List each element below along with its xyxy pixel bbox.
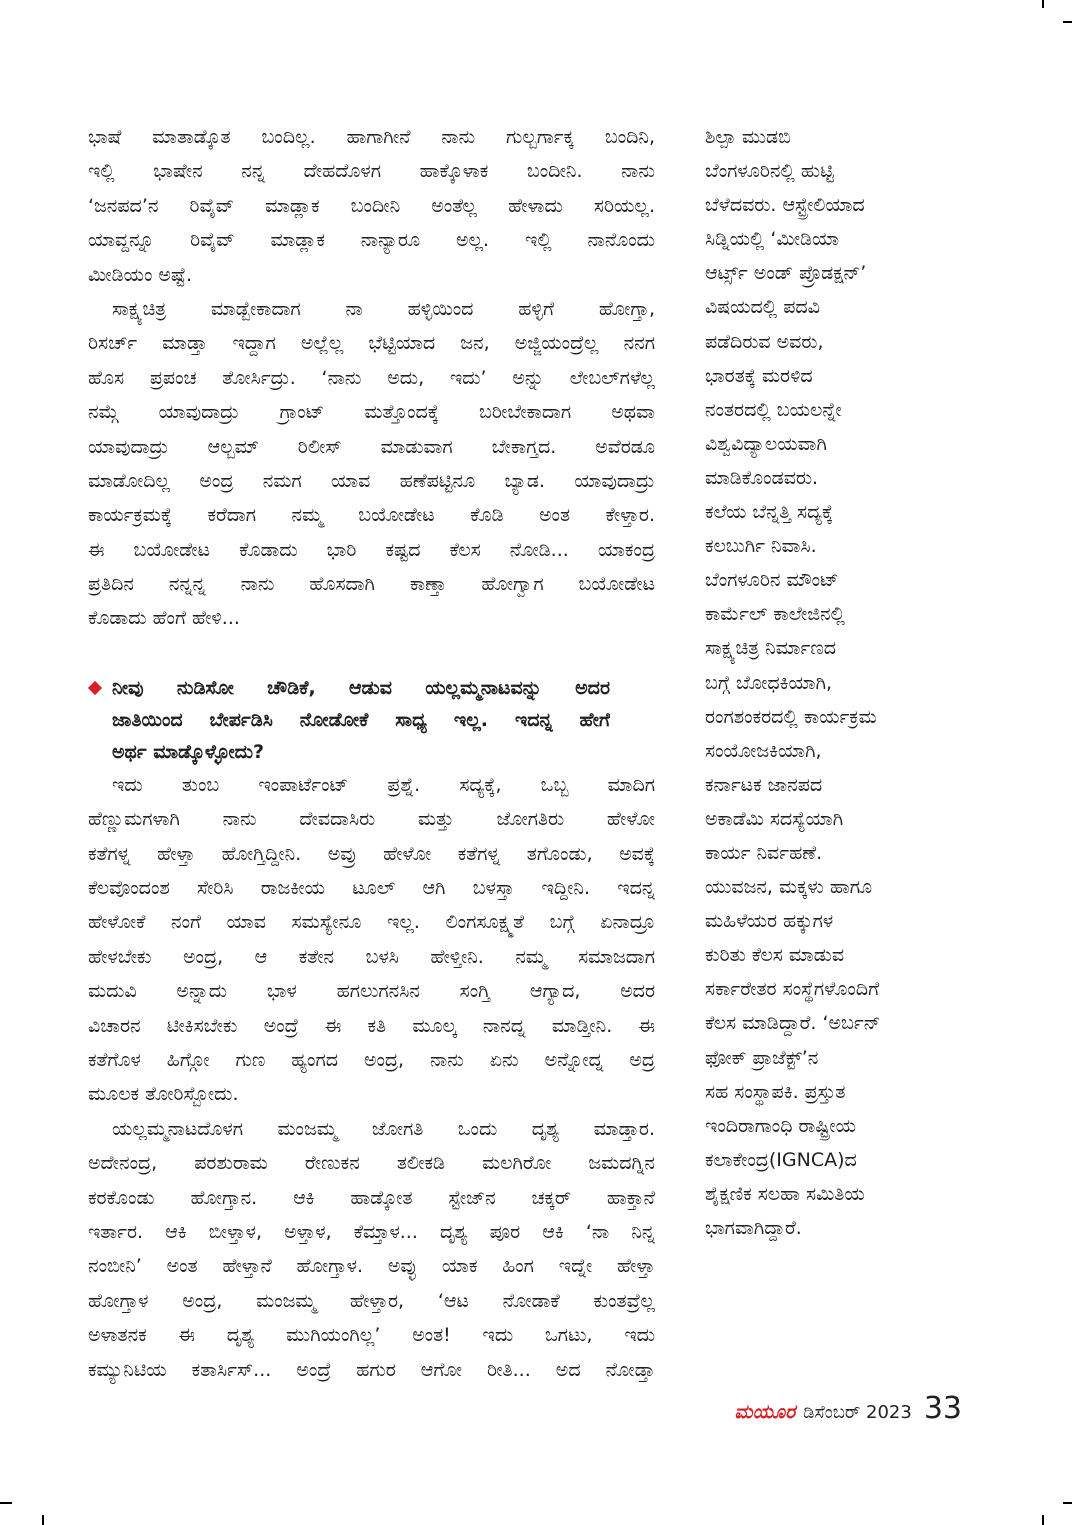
article-line: ಈ ಬಯೋಡೇಟ ಕೊಡಾದು ಭಾರಿ ಕಷ್ಟದ ಕೆಲಸ ನೋಡಿ... ಯಾಕಂದ್ರ xyxy=(88,538,655,561)
article-line: ಇಲ್ಲಿ ಭಾಷೇನ ನನ್ನ ದೇಹದೊಳಗ ಹಾಕ್ಕೊಳಾಕ ಬಂದೀನಿ. ನಾನು xyxy=(88,160,655,183)
article-line: ಮೂಲಕ ತೋರಿಸ್ಬೋದು. xyxy=(88,1083,239,1106)
article-line: ಹೆಣ್ಣುಮಗಳಾಗಿ ನಾನು ದೇವದಾಸಿರು ಮತ್ತು ಜೋಗತಿರು ಹೇಳೋ xyxy=(88,808,655,831)
article-line: ಸಾಕ್ಷ್ಯಚಿತ್ರ ಮಾಡ್ಬೇಕಾದಾಗ ನಾ ಹಳ್ಳಿಯಿಂದ ಹಳ್ಳಿಗೆ ಹೋಗ್ತಾ, xyxy=(112,297,655,320)
sidebar-line: ಬೆಂಗಳೂರಿನ ಮೌಂಟ್ xyxy=(705,569,839,592)
sidebar-line: ಇಂದಿರಾಗಾಂಧಿ ರಾಷ್ಟ್ರೀಯ xyxy=(705,1114,856,1137)
sidebar-line: ಭಾರತಕ್ಕೆ ಮರಳಿದ xyxy=(705,364,813,387)
interview-question xyxy=(88,672,610,768)
article-line: ಹೊಸ ಪ್ರಪಂಚ ತೋರ್ಸಿದ್ರು. ‘ನಾನು ಅದು, ಇದು’ ಅನ್ನು ಲೇಬಲ್‌ಗಳೆಲ್ಲ xyxy=(88,366,655,389)
article-line: ಅದೇನಂದ್ರ, ಪರಶುರಾಮ ರೇಣುಕನ ತಲೀಕಡಿ ಮಲಗಿರೋ ಜಮದಗ್ನಿನ xyxy=(88,1152,655,1175)
sidebar-line: ಕಲೆಯ ಬೆನ್ನತ್ತಿ ಸದ್ಯಕ್ಕೆ xyxy=(705,501,834,524)
sidebar-line: ಯುವಜನ, ಮಕ್ಕಳು ಹಾಗೂ xyxy=(705,876,873,899)
article-line: ಇರ್ತಾರ. ಆಕಿ ಬೀಳ್ತಾಳ, ಅಳ್ತಾಳ, ಕೆಮ್ತಾಳ... ದೃಶ್ಯ ಪೂರ ಆಕಿ ‘ನಾ ನಿನ್ನ xyxy=(88,1220,655,1243)
issue-date: ಡಿಸೆಂಬರ್ 2023 xyxy=(803,1402,912,1423)
page-number: 33 xyxy=(923,1391,962,1426)
sidebar-line: ಸಾಕ್ಷ್ಯಚಿತ್ರ ನಿರ್ಮಾಣದ xyxy=(705,637,837,660)
article-paragraph xyxy=(88,120,655,292)
article-paragraph xyxy=(88,292,655,636)
article-line: ಯಾವುದಾದ್ರು ಆಲ್ಬಮ್ ರಿಲೀಸ್ ಮಾಡುವಾಗ ಬೇಕಾಗ್ತದ. ಅವೆರಡೂ xyxy=(88,435,655,458)
crop-mark xyxy=(0,1502,12,1504)
article-line: ವಿಚಾರನ ಟೀಕಿಸಬೇಕು ಅಂದ್ರೆ ಈ ಕತಿ ಮೂಲ್ಕ ನಾನದ್ನ ಮಾಡ್ತೀನಿ. ಈ xyxy=(88,1014,655,1037)
sidebar-line: ಕೆಲಸ ಮಾಡಿದ್ದಾರೆ. ‘ಅರ್ಬನ್ xyxy=(705,1012,881,1035)
sidebar-line: ಭಾಗವಾಗಿದ್ದಾರೆ. xyxy=(705,1217,802,1239)
sidebar-line: ಆರ್ಟ್ಸ್ ಅಂಡ್ ಪ್ರೊಡಕ್ಷನ್’ xyxy=(705,262,867,285)
page-footer xyxy=(735,1391,962,1426)
article-opening xyxy=(88,120,655,636)
sidebar-line: ಸರ್ಕಾರೇತರ ಸಂಸ್ಥೆಗಳೊಂದಿಗೆ xyxy=(705,978,880,1001)
sidebar-line: ಸಿಡ್ನಿಯಲ್ಲಿ ‘ಮೀಡಿಯಾ xyxy=(705,228,840,251)
question-line: ಜಾತಿಯಿಂದ ಬೇರ್ಪಡಿಸಿ ನೋಡೋಕೆ ಸಾಧ್ಯ ಇಲ್ಲ. ಇದನ್ನ ಹೇಗೆ xyxy=(112,708,610,731)
article-line: ಮೀಡಿಯಂ ಅಷ್ಟೆ. xyxy=(88,263,193,286)
article-line: ಅಳಾತನಕ ಈ ದೃಶ್ಯ ಮುಗಿಯಂಗಿಲ್ಲ’ ಅಂತ! ಇದು ಒಗಟು, ಇದು xyxy=(88,1324,655,1347)
article-line: ಕರಕೊಂಡು ಹೋಗ್ತಾನ. ಆಕಿ ಹಾಡ್ಕೋತ ಸ್ಟೇಜ್‌ನ ಚಕ್ಕರ್ ಹಾಕ್ತಾನೆ xyxy=(88,1186,655,1209)
sidebar-line: ಅಕಾಡೆಮಿ ಸದಸ್ಯೆಯಾಗಿ xyxy=(705,807,844,830)
crop-mark xyxy=(42,1515,44,1525)
article-line: ಕೆಲವೊಂದಂಶ ಸೇರಿಸಿ ರಾಜಕೀಯ ಟೂಲ್ ಆಗಿ ಬಳಸ್ತಾ ಇದ್ದೀನಿ. ಇದನ್ನ xyxy=(88,877,655,900)
crop-mark xyxy=(1042,1515,1044,1525)
article-line: ‘ಜನಪದ’ನ ರಿವೈವ್ ಮಾಡ್ಲಾಕ ಬಂದೀನಿ ಅಂತೆಲ್ಲ ಹೇಳಾದು ಸರಿಯಲ್ಲ. xyxy=(88,194,655,217)
article-line: ಕತೆಗಳ್ನ ಹೇಳ್ತಾ ಹೋಗ್ತಿದ್ದೀನಿ. ಅವ್ರು ಹೇಳೋ ಕತೆಗಳ್ನ ತಗೊಂಡು, ಅವಕ್ಕೆ xyxy=(88,842,655,865)
article-paragraph xyxy=(88,1112,655,1387)
magazine-logo: ಮಯೂರ xyxy=(734,1401,796,1423)
question-line: ಅರ್ಥ ಮಾಡ್ಕೊಳ್ಳೋದು? xyxy=(112,740,265,763)
question-line: ನೀವು ನುಡಿಸೋ ಚೌಡಿಕೆ, ಆಡುವ ಯಲ್ಲಮ್ಮನಾಟವನ್ನು ಅದರ xyxy=(112,676,610,699)
article-line: ಕಮ್ಯುನಿಟಿಯ ಕತಾರ್ಸಿಸ್... ಅಂದ್ರೆ ಹಗುರ ಆಗೋ ರೀತಿ... ಅದ ನೋಡ್ತಾ xyxy=(88,1358,655,1381)
sidebar-line: ನಂತರದಲ್ಲಿ ಬಯಲನ್ನೇ xyxy=(705,398,842,421)
sidebar-line: ಪಡೆದಿರುವ ಅವರು, xyxy=(705,330,824,353)
article-line: ಹೇಳಬೇಕು ಅಂದ್ರ, ಆ ಕತೇನ ಬಳಸಿ ಹೇಳ್ತೀನಿ. ನಮ್ಮ ಸಮಾಜದಾಗ xyxy=(88,945,655,968)
crop-mark xyxy=(1042,0,1044,8)
diamond-bullet-icon xyxy=(88,681,102,695)
article-column xyxy=(88,120,655,1387)
article-line: ಯಾವ್ದನ್ನೂ ರಿವೈವ್ ಮಾಡ್ಲಾಕ ನಾನ್ಯಾರೂ ಅಲ್ಲ. ಇಲ್ಲಿ ನಾನೊಂದು xyxy=(88,229,655,252)
sidebar-line: ಕಾರ್ಯ ನಿರ್ವಹಣೆ. xyxy=(705,841,823,864)
sidebar-line: ವಿಷಯದಲ್ಲಿ ಪದವಿ xyxy=(705,296,820,319)
author-bio-sidebar xyxy=(705,120,975,1245)
sidebar-line: ವಿಶ್ವವಿದ್ಯಾಲಯವಾಗಿ xyxy=(705,432,827,455)
sidebar-line: ಕಲಬುರ್ಗಿ ನಿವಾಸಿ. xyxy=(705,535,817,558)
sidebar-line: ಕಾರ್ಮೆಲ್ ಕಾಲೇಜಿನಲ್ಲಿ xyxy=(705,603,845,626)
sidebar-line: ಫೋಕ್ ಪ್ರಾಜೆಕ್ಟ್’ನ xyxy=(705,1046,819,1069)
article-line: ಮದುವಿ ಅನ್ನಾದು ಭಾಳ ಹಗಲುಗನಸಿನ ಸಂಗ್ತಿ ಆಗ್ಯಾದ, ಅದರ xyxy=(88,980,655,1003)
sidebar-line: ಬೆಂಗಳೂರಿನಲ್ಲಿ ಹುಟ್ಟಿ xyxy=(705,160,834,183)
article-line: ಪ್ರತಿದಿನ ನನ್ನನ್ನ ನಾನು ಹೊಸದಾಗಿ ಕಾಣ್ತಾ ಹೋಗ್ವಾಗ ಬಯೋಡೇಟ xyxy=(88,573,655,596)
crop-mark xyxy=(1063,21,1072,23)
article-line: ಮಾಡೋದಿಲ್ಲ ಅಂದ್ರ ನಮಗ ಯಾವ ಹಣೆಪಟ್ಟಿನೂ ಬ್ಯಾಡ. ಯಾವುದಾದ್ರು xyxy=(88,469,655,492)
sidebar-line: ಕುರಿತು ಕೆಲಸ ಮಾಡುವ xyxy=(705,944,845,967)
article-line: ಹೇಳೋಕೆ ನಂಗೆ ಯಾವ ಸಮಸ್ಯೇನೂ ಇಲ್ಲ. ಲಿಂಗಸೂಕ್ಷ್ಮತೆ ಬಗ್ಗೆ ಏನಾದ್ರೂ xyxy=(88,911,655,934)
sidebar-line: ಮಹಿಳೆಯರ ಹಕ್ಕುಗಳ xyxy=(705,910,834,933)
article-line: ಇದು ತುಂಬ ಇಂಪಾರ್ಟೆಂಟ್ ಪ್ರಶ್ನೆ. ಸದ್ಯಕ್ಕೆ, ಒಬ್ಬ ಮಾದಿಗ xyxy=(112,773,655,796)
article-line: ಯಲ್ಲಮ್ಮನಾಟದೊಳಗ ಮಂಜಮ್ಮ ಜೋಗತಿ ಒಂದು ದೃಶ್ಯ ಮಾಡ್ತಾರ. xyxy=(112,1117,655,1140)
sidebar-line: ಸಂಯೋಜಕಿಯಾಗಿ, xyxy=(705,739,822,762)
article-line: ಕಾರ್ಯಕ್ರಮಕ್ಕೆ ಕರೆದಾಗ ನಮ್ಮ ಬಯೋಡೇಟ ಕೊಡಿ ಅಂತ ಕೇಳ್ತಾರ. xyxy=(88,504,655,527)
sidebar-line: ಕಲಾಕೇಂದ್ರ(IGNCA)ದ xyxy=(705,1148,857,1171)
sidebar-line: ಸಹ ಸಂಸ್ಥಾಪಕಿ. ಪ್ರಸ್ತುತ xyxy=(705,1080,846,1103)
sidebar-line: ಬಗ್ಗೆ ಬೋಧಕಿಯಾಗಿ, xyxy=(705,671,833,694)
article-line: ನಂಬೀನಿ’ ಅಂತ ಹೇಳ್ತಾನೆ ಹೋಗ್ತಾಳ. ಅವ್ಳು ಯಾಕ ಹಿಂಗ ಇದ್ನೇ ಹೇಳ್ತಾ xyxy=(88,1255,655,1278)
sidebar-line: ಶಿಲ್ಪಾ ಮುಡಬಿ xyxy=(705,126,791,148)
article-line: ರಿಸರ್ಚ್ ಮಾಡ್ತಾ ಇದ್ದಾಗ ಅಲ್ಲೆಲ್ಲ ಭೆಟ್ಟಿಯಾದ ಜನ, ಅಜ್ಜಿಯಂದ್ರೆಲ್ಲ ನನಗ xyxy=(88,332,655,355)
crop-mark xyxy=(1063,1502,1072,1504)
sidebar-line: ಬೆಳೆದವರು. ಆಸ್ಟ್ರೇಲಿಯಾದ xyxy=(705,194,865,217)
article-paragraph xyxy=(88,768,655,1112)
sidebar-line: ಶೈಕ್ಷಣಿಕ ಸಲಹಾ ಸಮಿತಿಯ xyxy=(705,1182,865,1205)
article-line: ಕೊಡಾದು ಹೆಂಗೆ ಹೇಳಿ... xyxy=(88,607,240,630)
article-line: ಕತೆಗೊಳ ಹಿಗ್ಗೋ ಗುಣ ಹ್ಯಂಗದ ಅಂದ್ರ, ನಾನು ಏನು ಅನ್ನೋದ್ನ ಅದ್ರ xyxy=(88,1048,655,1071)
sidebar-line: ರಂಗಶಂಕರದಲ್ಲಿ ಕಾರ್ಯಕ್ರಮ xyxy=(705,705,877,728)
article-line: ಹೋಗ್ತಾಳ ಅಂದ್ರ, ಮಂಜಮ್ಮ ಹೇಳ್ತಾರ, ‘ಆಟ ನೋಡಾಕೆ ಕುಂತವ್ರೆಲ್ಲ xyxy=(88,1289,655,1312)
article-line: ಭಾಷೆ ಮಾತಾಡ್ಕೊತ ಬಂದಿಲ್ಲ. ಹಾಗಾಗೀನೆ ನಾನು ಗುಲ್ಬರ್ಗಾಕ್ಕ ಬಂದಿನಿ, xyxy=(88,126,655,148)
article-line: ನಮ್ಗೆ ಯಾವುದಾದ್ರು ಗ್ರಾಂಟ್ ಮತ್ತೊಂದಕ್ಕೆ ಬರೀಬೇಕಾದಾಗ ಅಥವಾ xyxy=(88,401,655,424)
interview-answer xyxy=(88,768,655,1387)
sidebar-line: ಕರ್ನಾಟಕ ಜಾನಪದ xyxy=(705,773,823,796)
sidebar-line: ಮಾಡಿಕೊಂಡವರು. xyxy=(705,466,819,489)
